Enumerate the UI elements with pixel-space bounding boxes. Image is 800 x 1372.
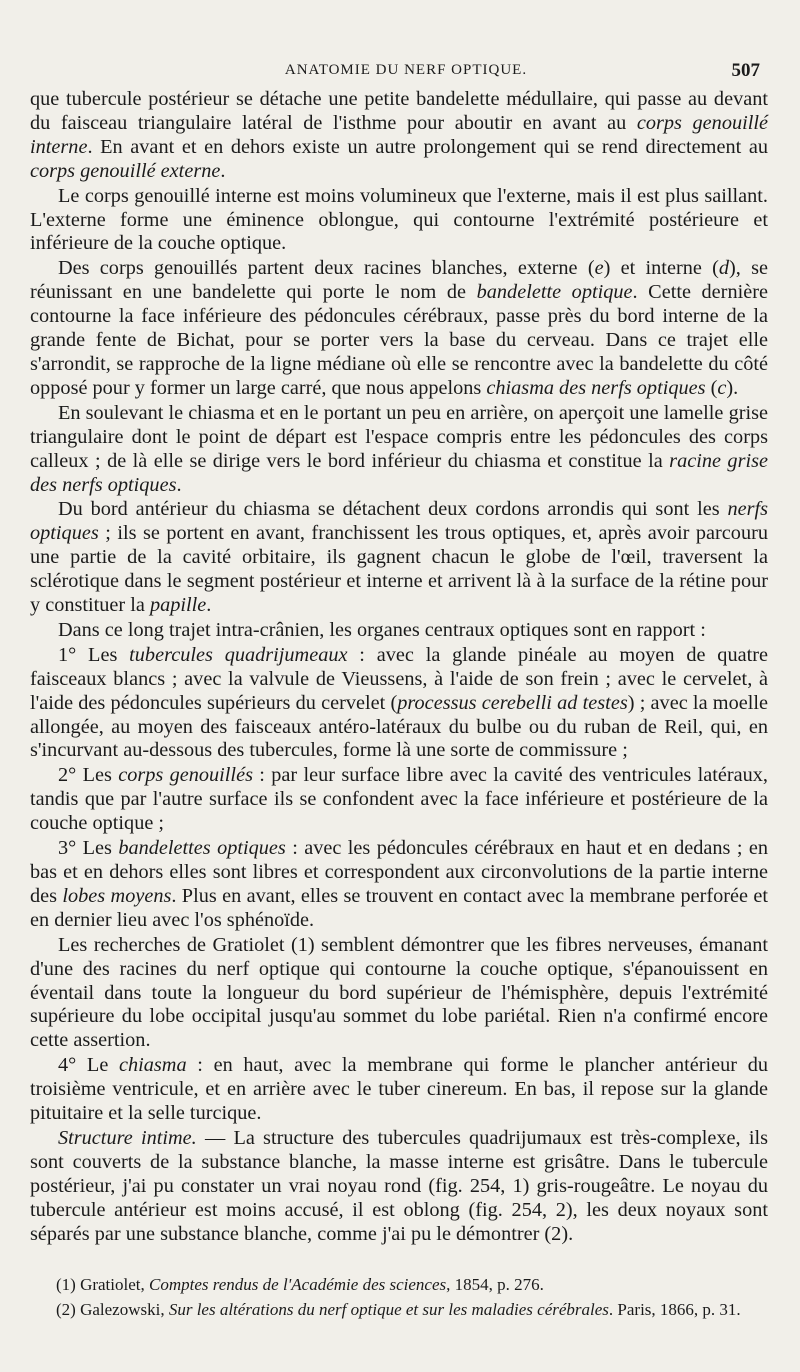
text-run: . En avant et en dehors existe un autre prolongement qui se rend directement au: [87, 135, 768, 158]
text-run: Le corps genouillé interne est moins volumineux que l'externe, mais il est plus saillant. L'externe forme une éminence oblongue, qui contourne l'extrémité postérieure et inférieure de la couche optique.: [30, 184, 768, 255]
text-run: : avec la glande pinéale au moyen de quatre faisceaux blancs ; avec la valvule de Vieussens, à l'aide de son frein ; avec le cervelet, à l'aide des pédoncules supérieurs du cervelet (: [30, 643, 768, 714]
text-run: . Cette dernière contourne la face inférieure des pédoncules cérébraux, passe près du bord interne de la grande fente de Bichat, pour se porter vers la base du cerveau. Dans ce trajet elle s'arrondit, se rapproche de la ligne médiane où elle se rencontre avec la bandelette du côté opposé pour y former un large carré, que nous appelons: [30, 281, 768, 399]
italic-text: d: [718, 257, 730, 280]
text-run: ).: [726, 376, 739, 399]
text-run: (: [705, 376, 718, 399]
italic-text: Structure intime.: [58, 1126, 197, 1149]
text-run: . Paris, 1866, p. 31.: [608, 1300, 741, 1319]
text-run: . Plus en avant, elles se trouvent en contact avec la membrane perforée et en dernier lieu avec l'os sphénoïde.: [30, 884, 768, 931]
italic-text: bandelettes optiques: [118, 837, 286, 860]
text-run: : en haut, avec la membrane qui forme le plancher antérieur du troisième ventricule, et en arrière avec le tuber cinereum. En bas, il repose sur la glande pituitaire et la selle turcique.: [30, 1054, 768, 1125]
italic-text: corps genouillés: [118, 764, 253, 787]
italic-text: lobes moyens: [62, 884, 172, 907]
text-run: 1° Les: [58, 643, 130, 666]
text-run: ) et interne (: [603, 257, 719, 280]
paragraph: [30, 185, 768, 257]
text-run: : par leur surface libre avec la cavité des ventricules latéraux, tandis que par l'autre surface ils se confondent avec la face inférieure et postérieure de la couche optique ;: [30, 764, 768, 835]
text-run: ), se réunissant en une bandelette qui porte le nom de: [30, 257, 769, 304]
text-run: .: [220, 159, 226, 182]
text-run: 2° Les: [58, 764, 119, 787]
italic-text: chiasma des nerfs optiques: [486, 376, 706, 399]
running-title: ANATOMIE DU NERF OPTIQUE.: [284, 62, 528, 78]
page-header: [52, 62, 760, 86]
paragraph-list-item: [30, 764, 768, 836]
italic-text: papille: [149, 594, 207, 617]
text-run: ) ; avec la moelle allongée, au moyen des faisceaux antéro-latéraux du bulbe ou du ruban de Reil, qui, en s'incurvant au-dessous des tubercules, forme là une sorte de commissure ;: [30, 691, 768, 762]
text-run: : avec les pédoncules cérébraux en haut et en dedans ; en bas et en dehors elles sont libres et correspondent aux circonvolutions de la partie interne des: [30, 837, 768, 907]
text-run: .: [206, 594, 212, 617]
text-run: — La structure des tubercules quadrijumaux est très-complexe, ils sont couverts de la substance blanche, la masse interne est grisâtre. Dans le tubercule postérieur, j'ai pu constater un vrai noyau rond (fig. 254, 1) gris-rougeâtre. Le noyau du tubercule antérieur est moins accusé, il est oblong (fig. 254, 2), les deux noyaux sont séparés par une substance blanche, comme j'ai pu le démontrer (2).: [30, 1126, 769, 1245]
page-number: 507: [731, 60, 760, 81]
paragraph-list-item: [30, 1054, 768, 1126]
text-run: ; ils se portent en avant, franchissent les trous optiques, et, après avoir parcouru une partie de la cavité orbitaire, ils gagnent chacun le globe de l'œil, traversent la sclérotique dans le segment postérieur et interne et arrivent là à la surface de la rétine pour y constituer la: [30, 522, 768, 617]
italic-text: nerfs optiques: [30, 498, 768, 545]
body-text: [30, 88, 768, 1247]
text-run: Du bord antérieur du chiasma se détachent deux cordons arrondis qui sont les: [58, 498, 728, 521]
text-run: (2) Galezowski,: [56, 1300, 169, 1319]
italic-text: tubercules quadrijumeaux: [129, 643, 348, 666]
text-run: En soulevant le chiasma et en le portant un peu en arrière, on aperçoit une lamelle grise triangulaire dont le point de départ est l'espace compris entre les pédoncules des corps calleux ; de là elle se dirige vers le bord inférieur du chiasma et constitue la: [30, 401, 768, 472]
italic-text: corps genouillé interne: [30, 111, 769, 158]
text-run: , 1854, p. 276.: [446, 1275, 544, 1294]
paragraph: [30, 257, 768, 400]
footnotes: [30, 1272, 768, 1322]
italic-text: racine grise des nerfs optiques: [30, 449, 768, 496]
text-run: que tubercule postérieur se détache une petite bandelette médullaire, qui passe au devant du faisceau triangulaire latéral de l'isthme pour aboutir en avant au: [30, 88, 768, 134]
text-run: 3° Les: [58, 837, 119, 860]
italic-text: corps genouillé externe: [30, 159, 221, 182]
italic-text: e: [594, 257, 604, 280]
paragraph: [30, 934, 768, 1054]
text-run: .: [176, 473, 182, 496]
paragraph-list-item: [30, 837, 768, 933]
paragraph-list-item: [30, 644, 768, 764]
italic-text: bandelette optique: [476, 281, 633, 304]
text-run: Dans ce long trajet intra-crânien, les organes centraux optiques sont en rapport :: [58, 618, 706, 641]
italic-text: Sur les altérations du nerf optique et sur les maladies cérébrales: [168, 1300, 609, 1319]
paragraph: [30, 1127, 768, 1247]
text-run: Des corps genouillés partent deux racines blanches, externe (: [58, 257, 595, 280]
italic-text: c: [717, 376, 727, 399]
paragraph: [30, 498, 768, 618]
paragraph: [30, 619, 768, 643]
text-run: (1) Gratiolet,: [56, 1275, 149, 1294]
italic-text: chiasma: [119, 1054, 187, 1077]
paragraph: [30, 88, 768, 184]
text-run: 4° Le: [58, 1054, 119, 1077]
footnote: [30, 1297, 768, 1322]
italic-text: Comptes rendus de l'Académie des sciences: [149, 1275, 447, 1294]
footnote: [30, 1272, 768, 1297]
text-run: Les recherches de Gratiolet (1) semblent démontrer que les fibres nerveuses, émanant d'une des racines du nerf optique qui contourne la couche optique, s'épanouissent en éventail dans toute la longueur du bord supérieur de l'hémisphère, depuis l'extrémité supérieure du lobe occipital jusqu'au sommet du lobe pariétal. Rien n'a confirmé encore cette assertion.: [30, 933, 768, 1052]
italic-text: processus cerebelli ad testes: [397, 691, 628, 714]
paragraph: [30, 402, 768, 498]
